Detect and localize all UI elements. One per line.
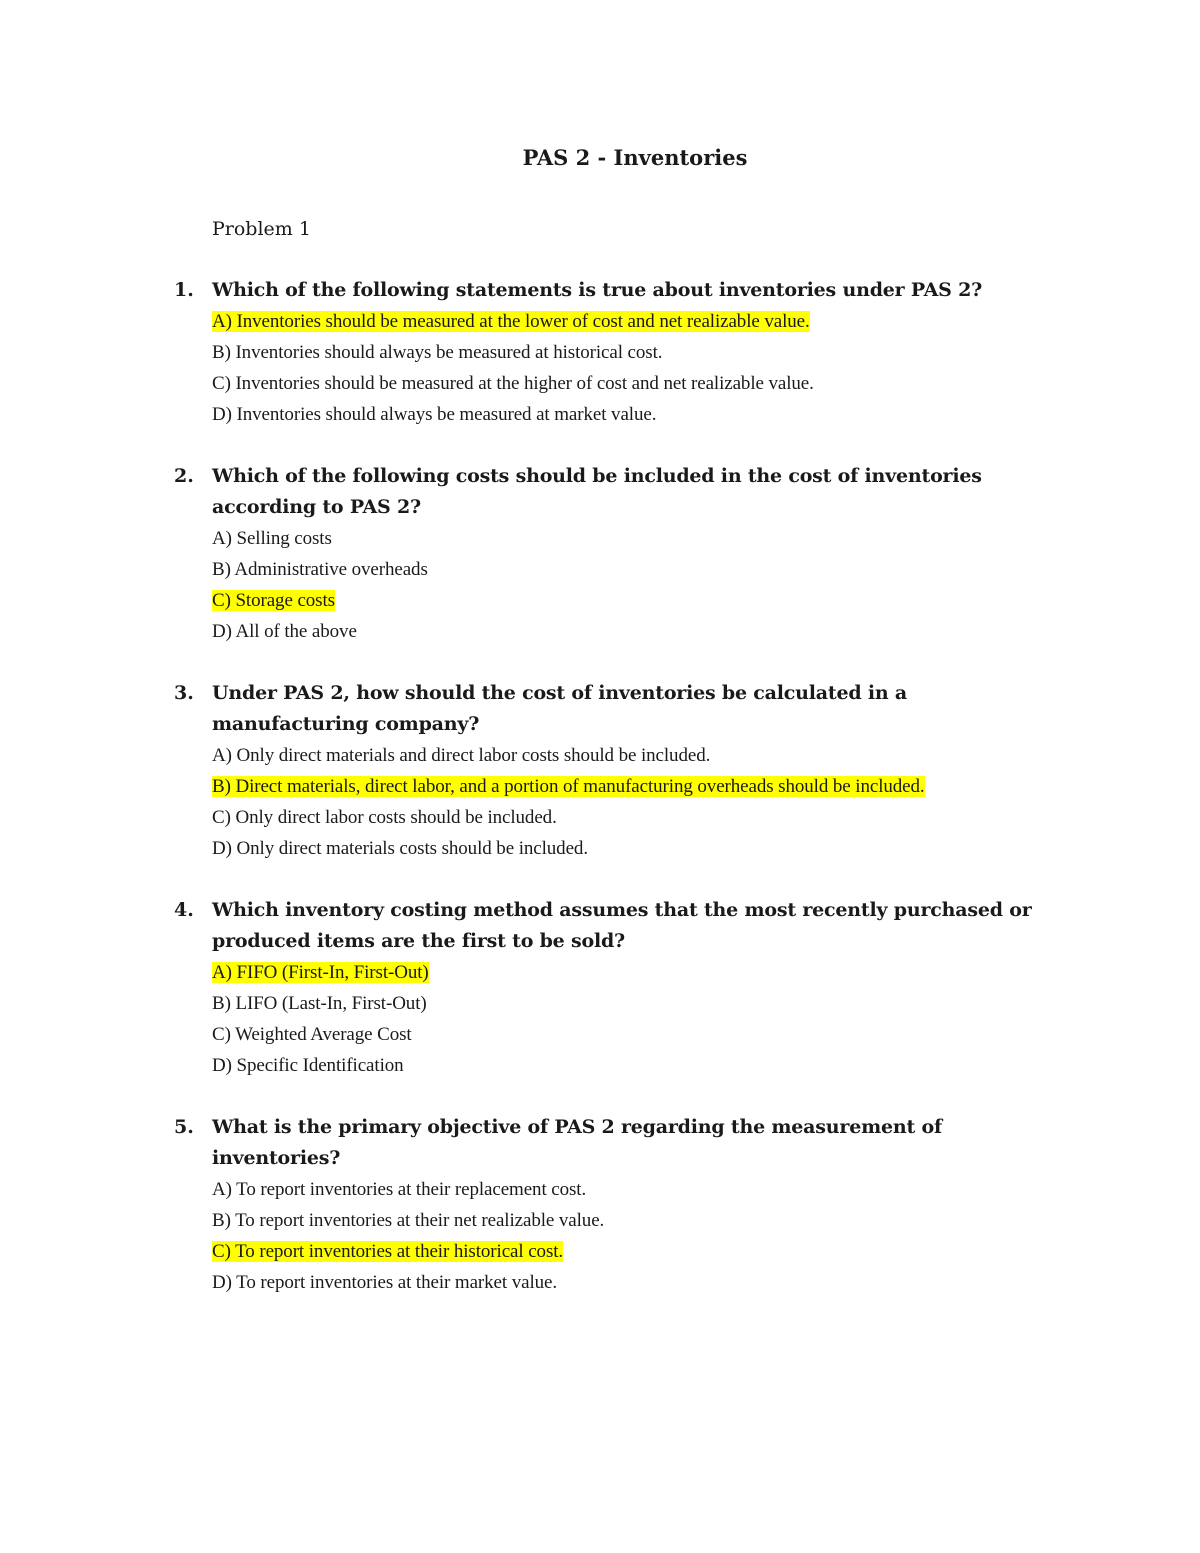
answer-option: [212, 740, 1054, 771]
answer-option-text: D) All of the above: [212, 621, 357, 642]
answer-option: [212, 554, 1054, 585]
answer-option-highlighted: [212, 585, 1054, 616]
question-text: Which of the following costs should be included in the cost of inventories according to PAS 2?: [212, 465, 982, 518]
answer-option-text: D) Inventories should always be measured at market value.: [212, 404, 657, 425]
answer-option-text: B) Inventories should always be measured at historical cost.: [212, 342, 663, 363]
answer-option-text: A) Selling costs: [212, 528, 332, 549]
answer-option-text: A) To report inventories at their replacement cost.: [212, 1179, 587, 1200]
answer-option-text: C) To report inventories at their historical cost.: [212, 1241, 564, 1262]
answer-option: [212, 1050, 1054, 1081]
answer-option-text: C) Weighted Average Cost: [212, 1024, 412, 1045]
answer-option: [212, 1205, 1054, 1236]
answer-option: [212, 1267, 1054, 1298]
answer-option: [212, 802, 1054, 833]
answer-option-text: D) Specific Identification: [212, 1055, 404, 1076]
question-item: [174, 461, 1054, 647]
answer-option-text: A) FIFO (First-In, First-Out): [212, 962, 429, 983]
answer-option: [212, 1019, 1054, 1050]
answer-option: [212, 616, 1054, 647]
question-number: 3.: [174, 682, 194, 704]
question-text: What is the primary objective of PAS 2 regarding the measurement of inventories?: [212, 1116, 942, 1169]
answer-option-text: C) Only direct labor costs should be included.: [212, 807, 557, 828]
answer-option-text: D) Only direct materials costs should be included.: [212, 838, 588, 859]
answer-option: [212, 833, 1054, 864]
answer-option-text: B) LIFO (Last-In, First-Out): [212, 993, 427, 1014]
answer-option-text: A) Only direct materials and direct labor costs should be included.: [212, 745, 711, 766]
answer-option-text: C) Storage costs: [212, 590, 335, 611]
answer-option-highlighted: [212, 771, 1054, 802]
answer-option: [212, 399, 1054, 430]
question-list: [174, 275, 1054, 1329]
answer-option: [212, 523, 1054, 554]
answer-option-text: C) Inventories should be measured at the higher of cost and net realizable value.: [212, 373, 814, 394]
question-number: 5.: [174, 1116, 194, 1138]
answer-option: [212, 337, 1054, 368]
answer-option: [212, 1174, 1054, 1205]
answer-option-highlighted: [212, 1236, 1054, 1267]
question-item: [174, 895, 1054, 1081]
question-text: Under PAS 2, how should the cost of inventories be calculated in a manufacturing company?: [212, 682, 908, 735]
question-number: 2.: [174, 465, 194, 487]
section-label: Problem 1: [212, 218, 311, 240]
question-number: 4.: [174, 899, 194, 921]
question-item: [174, 1112, 1054, 1298]
answer-option: [212, 988, 1054, 1019]
question-number: 1.: [174, 279, 194, 301]
answer-option-highlighted: [212, 306, 1054, 337]
answer-option-text: B) To report inventories at their net realizable value.: [212, 1210, 605, 1231]
answer-option: [212, 368, 1054, 399]
answer-option-text: A) Inventories should be measured at the lower of cost and net realizable value.: [212, 311, 810, 332]
question-text: Which of the following statements is true about inventories under PAS 2?: [212, 279, 983, 301]
question-item: [174, 275, 1054, 430]
answer-option-text: D) To report inventories at their market value.: [212, 1272, 558, 1293]
question-item: [174, 678, 1054, 864]
question-text: Which inventory costing method assumes that the most recently purchased or produced items are the first to be sold?: [212, 899, 1032, 952]
answer-option-text: B) Direct materials, direct labor, and a portion of manufacturing overheads should be included.: [212, 776, 925, 797]
answer-option-text: B) Administrative overheads: [212, 559, 428, 580]
page-title: PAS 2 - Inventories: [522, 145, 748, 170]
answer-option-highlighted: [212, 957, 1054, 988]
